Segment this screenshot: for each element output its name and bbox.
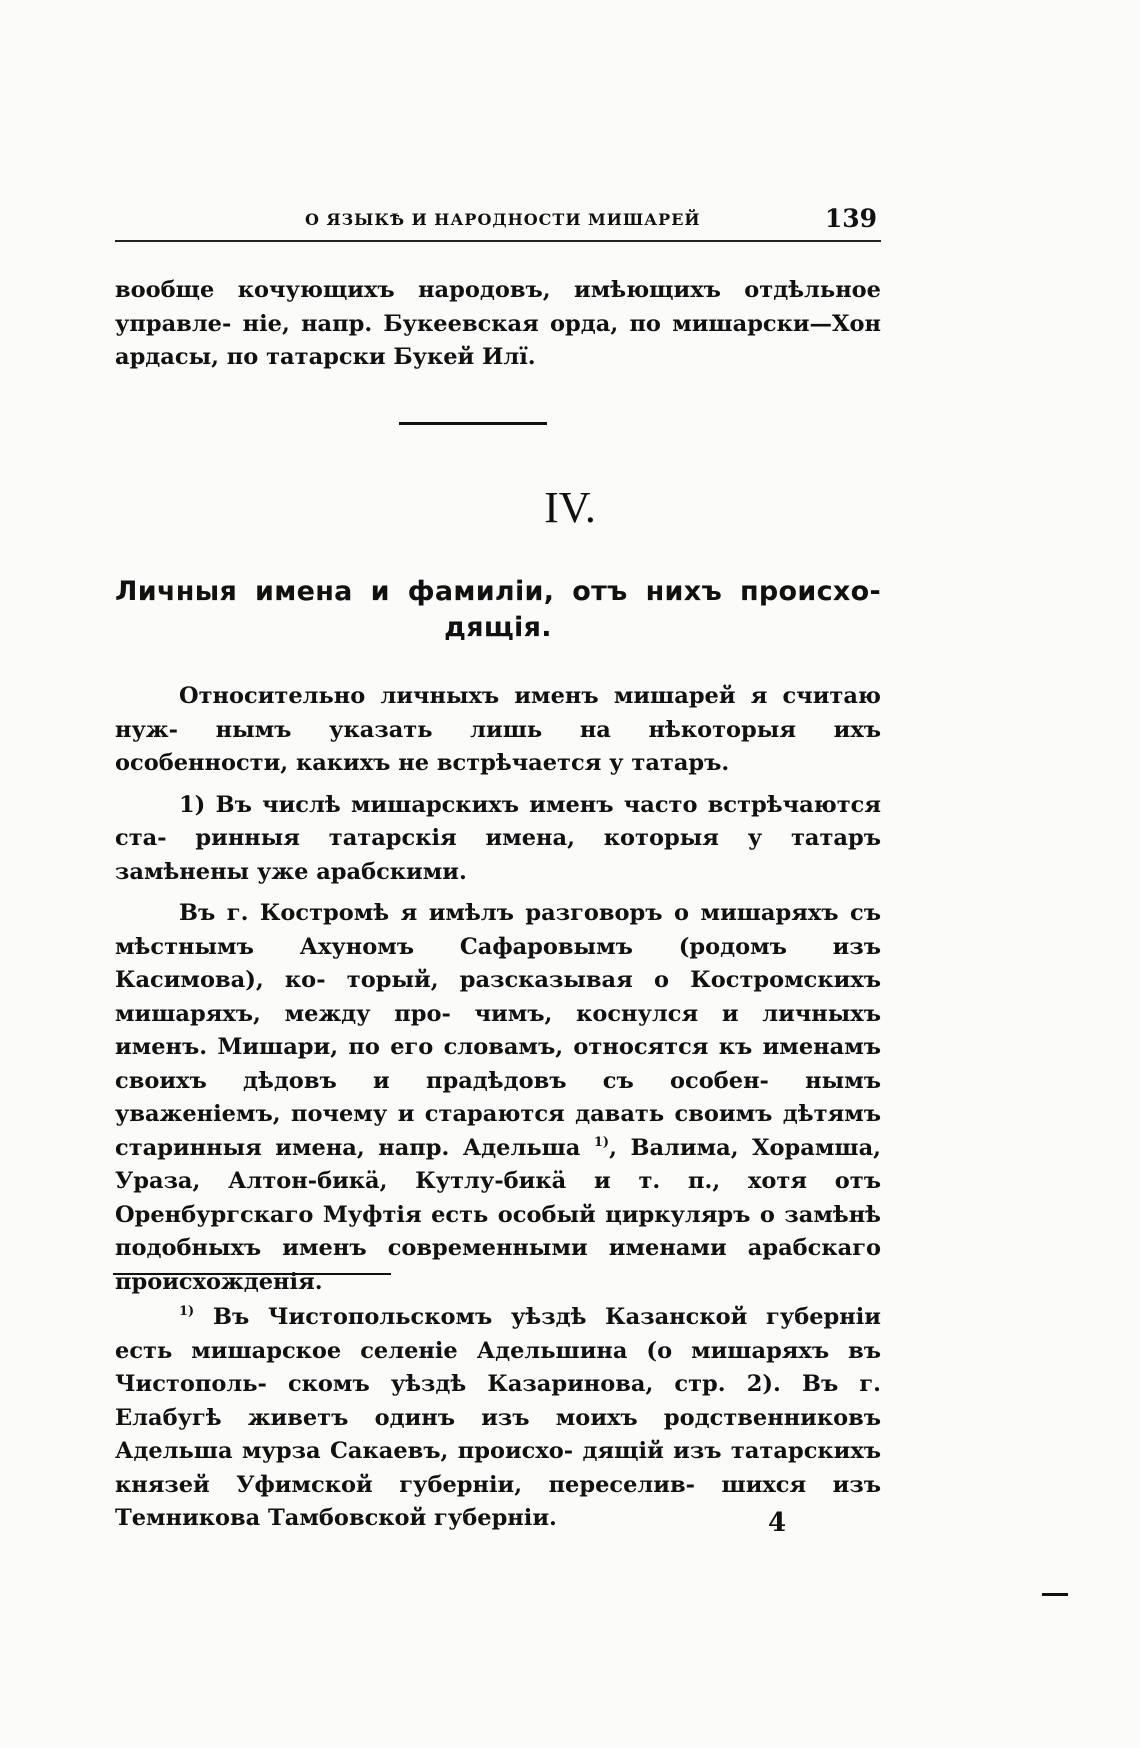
section-divider <box>399 422 547 425</box>
footnote-reference: 1) <box>593 1134 610 1150</box>
paragraph-kostroma <box>115 897 881 1299</box>
running-header <box>115 204 881 242</box>
main-text <box>115 680 881 1299</box>
footnote-marker: 1) <box>179 1304 195 1319</box>
continued-paragraph: вообще кочующихъ народовъ, имѣющихъ отдѣльное управле- ніе, напр. Букеевская орда, по мишарски—Хон ардасы, по татарски Букей Илї. <box>115 277 881 370</box>
section-number: IV. <box>544 483 596 532</box>
paragraph-kostroma-part-1: Въ г. Костромѣ я имѣлъ разговоръ о мишаряхъ съ мѣстнымъ Ахуномъ Сафаровымъ (родомъ изъ Касимова), ко- торый, разсказывая о Костромскихъ мишаряхъ, между про- чимъ, коснулся и личныхъ именъ. Мишари, по его словамъ, относятся къ именамъ своихъ дѣдовъ и прадѣдовъ съ особен- нымъ уваженіемъ, почему и стараются давать своимъ дѣтямъ старинныя имена, напр. Адельша <box>115 900 881 1161</box>
footnote-divider <box>113 1273 391 1275</box>
footnote-block <box>115 1301 881 1536</box>
edge-dash <box>1042 1593 1068 1596</box>
paragraph-intro: Относительно личныхъ именъ мишарей я считаю нуж- нымъ указать лишь на нѣкоторыя ихъ особенности, какихъ не встрѣчается у татаръ. <box>115 683 881 776</box>
paragraph-kostroma-part-2: , Валима, Хорамша, Ураза, Алтон-бикä, Кутлу-бикä и т. п., хотя отъ Оренбургскаго Муфтія есть особый циркуляръ о замѣнѣ подобныхъ именъ современными именами арабскаго происхожденія. <box>115 1134 881 1295</box>
continued-paragraph-block <box>115 274 881 375</box>
page-number: 139 <box>824 204 877 233</box>
footnote-body: Въ Чистопольскомъ уѣздѣ Казанской губерніи есть мишарское селеніе Адельшина (о мишаряхъ въ Чистополь- скомъ уѣздѣ Казаринова, стр. 2). Въ г. Елабугѣ живетъ одинъ изъ моихъ родственниковъ Адельша мурза Сакаевъ, происхо- дящій изъ татарскихъ князей Уфимской губерніи, переселив- шихся изъ Темникова Тамбовской губерніи. <box>115 1304 881 1531</box>
running-title: О ЯЗЫКѢ И НАРОДНОСТИ МИШАРЕЙ <box>305 210 701 229</box>
signature-mark: 4 <box>768 1508 787 1538</box>
paragraph-point-1: 1) Въ числѣ мишарскихъ именъ часто встрѣчаются ста- ринныя татарскія имена, которыя у татаръ замѣнены уже арабскими. <box>115 791 881 885</box>
footnote-text <box>115 1301 881 1536</box>
chapter-title: Личныя имена и фамиліи, отъ нихъ происхо- дящія. <box>115 576 881 643</box>
